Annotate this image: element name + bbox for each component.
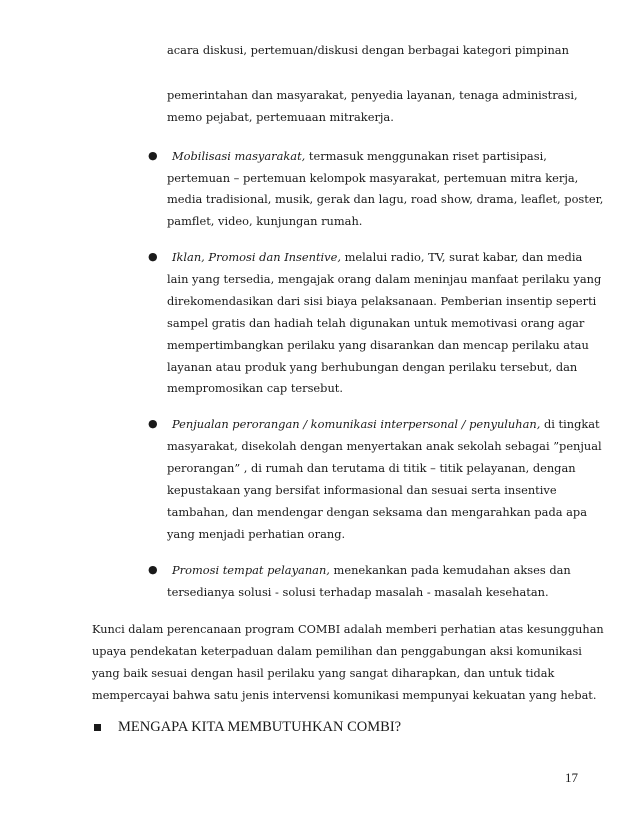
text-line: direkomendasikan dari sisi biaya pelaksanaan. Pemberian insentip seperti [167, 294, 597, 308]
text-line: pamflet, video, kunjungan rumah. [167, 214, 363, 228]
text-line: yang menjadi perhatian orang. [167, 527, 346, 541]
text-line: perorangan” , di rumah dan terutama di titik – titik pelayanan, dengan [167, 461, 576, 475]
text-line: tambahan, dan mendengar dengan seksama dan mengarahkan pada apa [167, 505, 588, 519]
bullet-text: termasuk menggunakan riset partisipasi, [305, 149, 547, 163]
paragraph-line: mempercayai bahwa satu jenis intervensi komunikasi mempunyai kekuatan yang hebat. [92, 689, 597, 702]
bullet-icon: ● [148, 563, 158, 576]
bullet-title: Promosi tempat pelayanan, [172, 563, 330, 577]
bullet-item-first-line [172, 250, 582, 264]
bullet-title: Iklan, Promosi dan Insentive, [172, 250, 341, 264]
text-line: mempromosikan cap tersebut. [167, 381, 343, 395]
text-line: acara diskusi, pertemuan/diskusi dengan berbagai kategori pimpinan [167, 43, 569, 57]
text-line: lain yang tersedia, mengajak orang dalam meninjau manfaat perilaku yang [167, 272, 602, 286]
text-line: tersedianya solusi - solusi terhadap masalah - masalah kesehatan. [167, 585, 549, 599]
page-number: 17 [565, 770, 578, 785]
bullet-icon: ● [148, 417, 158, 430]
bullet-title: Penjualan perorangan / komunikasi interpersonal / penyuluhan, [172, 417, 541, 431]
paragraph-line: yang baik sesuai dengan hasil perilaku yang sangat diharapkan, dan untuk tidak [92, 667, 555, 680]
bullet-icon: ● [148, 149, 158, 162]
bullet-text: menekankan pada kemudahan akses dan [329, 563, 571, 577]
bullet-item-first-line [172, 563, 571, 577]
text-line: sampel gratis dan hadiah telah digunakan untuk memotivasi orang agar [167, 316, 585, 330]
bullet-text: di tingkat [540, 417, 600, 431]
bullet-icon: ● [148, 250, 158, 263]
text-line: layanan atau produk yang berhubungan dengan perilaku tersebut, dan [167, 360, 578, 374]
text-line: masyarakat, disekolah dengan menyertakan anak sekolah sebagai ”penjual [167, 439, 602, 453]
square-bullet-icon [94, 724, 101, 731]
text-line: pertemuan – pertemuan kelompok masyarakat, pertemuan mitra kerja, [167, 171, 579, 185]
text-line: pemerintahan dan masyarakat, penyedia layanan, tenaga administrasi, [167, 88, 578, 102]
section-heading: MENGAPA KITA MEMBUTUHKAN COMBI? [118, 719, 402, 735]
bullet-text: melalui radio, TV, surat kabar, dan media [340, 250, 583, 264]
text-line: memo pejabat, pertemuaan mitrakerja. [167, 110, 394, 124]
bullet-title: Mobilisasi masyarakat, [172, 149, 306, 163]
bullet-item-first-line [172, 149, 547, 163]
text-line: media tradisional, musik, gerak dan lagu, road show, drama, leaflet, poster, [167, 192, 604, 206]
paragraph-line: upaya pendekatan keterpaduan dalam pemilihan dan penggabungan aksi komunikasi [92, 645, 582, 658]
paragraph-line: Kunci dalam perencanaan program COMBI adalah memberi perhatian atas kesungguhan [92, 623, 604, 636]
text-line: kepustakaan yang bersifat informasional dan sesuai serta insentive [167, 483, 557, 497]
bullet-item-first-line [172, 417, 600, 431]
text-line: mempertimbangkan perilaku yang disarankan dan mencap perilaku atau [167, 338, 589, 352]
